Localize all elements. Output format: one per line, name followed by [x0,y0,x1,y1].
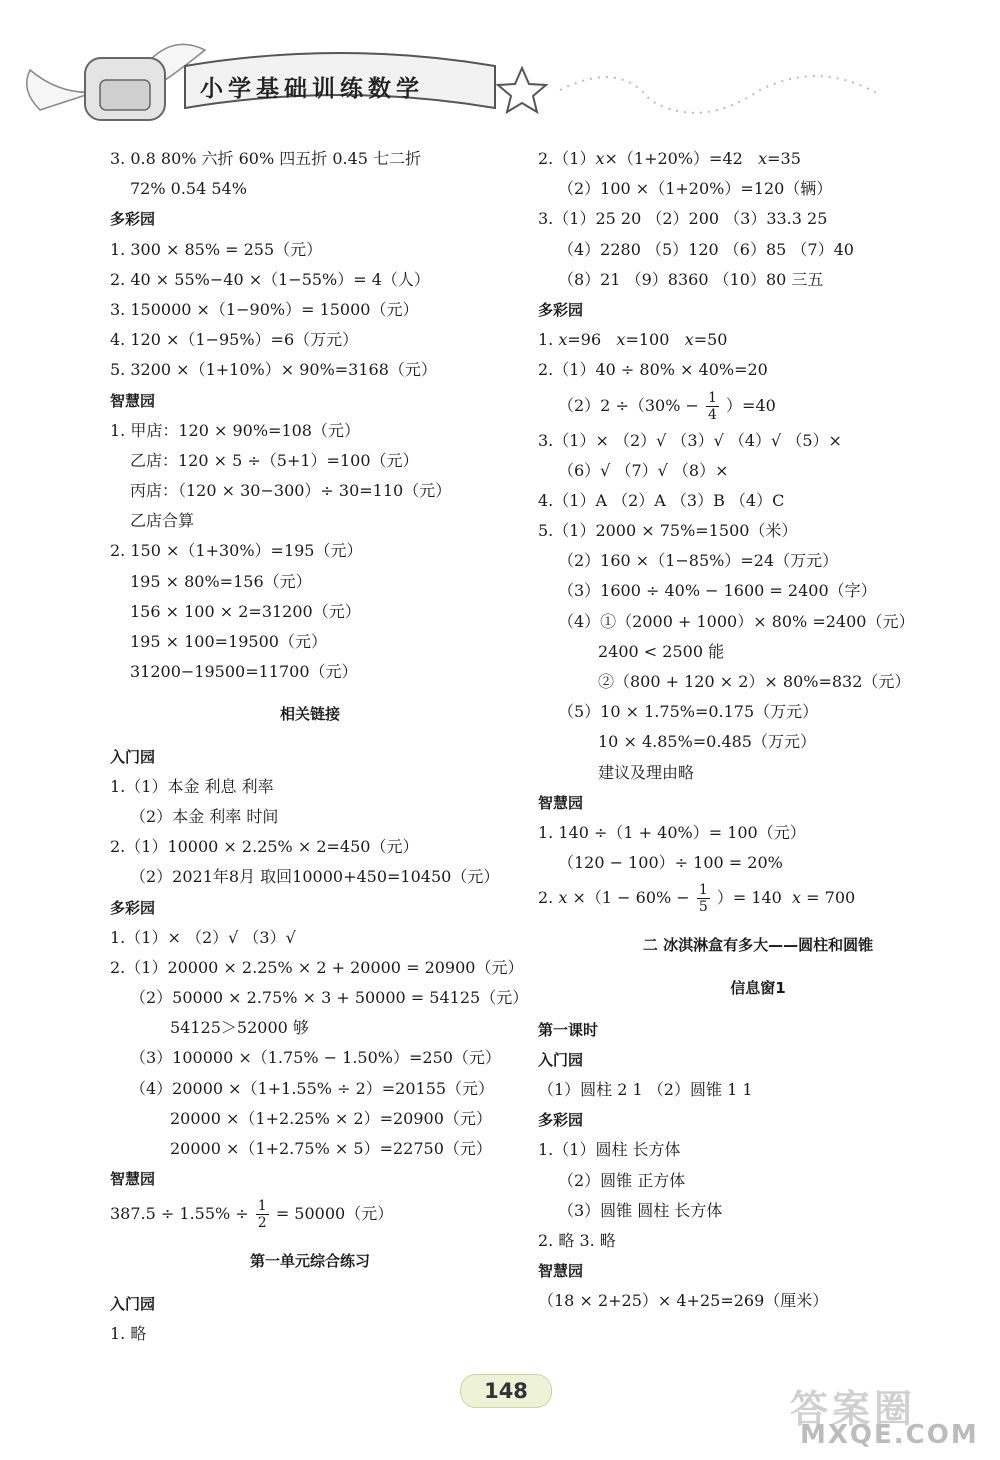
answer-text: ×（1+20%）=42 [604,149,743,168]
fraction-line [110,1194,510,1234]
answer-line: 54125＞52000 够 [170,1018,309,1038]
answer-line: （2）100 ×（1+20%）=120（辆） [558,179,833,199]
left-column [110,144,529,1349]
answer-line: 195 × 80%=156（元） [130,571,312,591]
section-heading: 智慧园 [110,391,156,410]
variable: x [558,330,568,350]
answer-line: （18 × 2+25）× 4+25=269（厘米） [538,1291,829,1311]
answer-line: （4）2280 （5）120 （6）85 （7）40 [558,239,854,259]
answer-line: 2.（1）40 ÷ 80% × 40%=20 [538,360,768,380]
section-heading: 多彩园 [110,898,156,917]
answer-line: 20000 ×（1+2.25% × 2）=20900（元） [170,1108,492,1128]
right-column [538,144,978,1317]
answer-line: 4. 120 ×（1−95%）=6（万元） [110,330,359,350]
answer-text: =100 [625,330,670,350]
section-heading: 入门园 [110,1294,156,1313]
answer-text: = 700 [806,888,856,908]
header-decoration [0,0,1000,140]
answer-line: 1.（1）本金 利息 利率 [110,776,274,796]
answer-text: （2）2 ÷（30% − [558,395,699,415]
answer-line: 156 × 100 × 2=31200（元） [130,601,361,621]
section-heading: 多彩园 [538,1111,584,1130]
answer-line [538,144,978,174]
section-title: 第一单元综合练习 [249,1252,370,1271]
answer-line: （2）50000 × 2.75% × 3 + 50000 = 54125（元） [130,988,529,1008]
fraction-denominator: 4 [708,406,717,423]
fraction [697,882,710,915]
answer-text: 1. [538,330,554,350]
variable: x [558,888,568,908]
fraction [256,1198,269,1231]
answer-line: 4.（1）A （2）A （3）B （4）C [538,490,785,510]
answer-line: 195 × 100=19500（元） [130,632,327,651]
answer-line: 1. 140 ÷（1 + 40%）= 100（元） [538,822,806,842]
answer-line [538,325,978,355]
section-heading: 多彩园 [110,210,156,229]
fraction-numerator: 1 [708,389,717,406]
chapter-title: 二 冰淇淋盒有多大——圆柱和圆锥 [642,936,874,955]
answer-line: （3）1600 ÷ 40% − 1600 = 2400（字） [558,581,877,601]
answer-line: 1. 300 × 85% = 255（元） [110,239,323,259]
fraction-denominator: 2 [257,1215,267,1232]
answer-line: 3. 150000 ×（1−90%）= 15000（元） [110,299,419,319]
section-title: 信息窗1 [730,978,786,997]
lesson-heading: 第一课时 [538,1020,599,1039]
watermark-url: MXQE.COM [800,1420,979,1450]
watermark-logo: 答案圈 [790,1387,917,1431]
variable: x [595,149,605,168]
answer-line: 5. 3200 ×（1+10%）× 90%=3168（元） [110,360,437,380]
answer-line: 3.（1）× （2）√ （3）√ （4）√ （5）× [538,430,842,450]
answer-line: 2.（1）20000 × 2.25% × 2 + 20000 = 20900（元） [110,957,524,977]
answer-line: （3）100000 ×（1.75% − 1.50%）=250（元） [130,1048,501,1068]
answer-text: ）=40 [726,395,776,415]
fraction-line [538,878,978,918]
answer-line: （2）圆锥 正方体 [558,1170,686,1190]
answer-line: 1.（1）× （2）√ （3）√ [110,927,296,947]
section-heading: 入门园 [538,1050,584,1069]
answer-line: （3）圆锥 圆柱 长方体 [558,1200,723,1220]
answer-line: 20000 ×（1+2.75% × 5）=22750（元） [170,1139,492,1158]
answer-line: （8）21 （9）8360 （10）80 三五 [558,269,824,289]
answer-line: （1）圆柱 2 1 （2）圆锥 1 1 [538,1080,753,1100]
answer-line: 2. 40 × 55%−40 ×（1−55%）= 4（人） [110,269,430,289]
answer-line: （4）①（2000 + 1000）× 80% =2400（元） [558,611,915,631]
section-heading: 智慧园 [538,1262,584,1281]
answer-line: （6）√ （7）√ （8）× [558,460,729,480]
variable: x [616,330,626,350]
answer-line: 5.（1）2000 × 75%=1500（米） [538,521,798,541]
answer-line: 1.（1）圆柱 长方体 [538,1140,681,1160]
section-heading: 智慧园 [538,793,584,812]
answer-line: （2）2021年8月 取回10000+450=10450（元） [130,867,500,887]
answer-line: ②（800 + 120 × 2）× 80%=832（元） [598,672,911,691]
answer-line: （4）20000 ×（1+1.55% ÷ 2）=20155（元） [130,1078,495,1098]
answer-text: 2. [538,888,554,908]
answer-text: 387.5 ÷ 1.55% ÷ [110,1204,249,1224]
answer-line: 2. 150 ×（1+30%）=195（元） [110,541,363,561]
answer-line: 2.（1）10000 × 2.25% × 2=450（元） [110,837,419,857]
section-title: 相关链接 [279,705,340,724]
answer-line: 1. 甲店：120 × 90%=108（元） [110,420,360,440]
answer-line: 1. 略 [110,1323,147,1343]
answer-line: 3. 0.8 80% 六折 60% 四五折 0.45 七二折 [110,149,422,168]
answer-text: = 50000（元） [275,1204,394,1224]
answer-line: 72% 0.54 54% [130,179,247,199]
header-title: 小学基础训练数学 [200,76,424,102]
answer-line: （120 − 100）÷ 100 = 20% [558,853,783,873]
page-number: 148 [460,1374,552,1408]
fraction-line [538,386,978,426]
fraction-denominator: 5 [698,899,708,916]
variable: x [684,330,694,350]
answer-line: 3.（1）25 20 （2）200 （3）33.3 25 [538,209,828,229]
answer-line: 乙店合算 [130,511,195,531]
answer-line: （2）本金 利率 时间 [130,806,279,826]
answer-line: （5）10 × 1.75%=0.175（万元） [558,702,819,722]
answer-text: =50 [693,330,728,350]
answer-text: ）= 140 [716,888,782,908]
page-header [0,0,1000,140]
fraction [706,390,719,423]
answer-line: （2）160 ×（1−85%）=24（万元） [558,551,839,571]
section-heading: 入门园 [110,747,156,766]
answer-text: ×（1 − 60% − [572,888,690,908]
variable: x [758,149,768,168]
answer-line: 2. 略 3. 略 [538,1231,616,1250]
answer-line: 丙店：（120 × 30−300）÷ 30=110（元） [130,481,452,501]
variable: x [792,888,802,908]
answer-line: 建议及理由略 [598,762,695,782]
answer-line: 10 × 4.85%=0.485（万元） [598,732,816,752]
answer-text: =35 [767,149,801,168]
answer-line: 乙店：120 × 5 ÷（5+1）=100（元） [130,450,419,470]
fraction-numerator: 1 [698,882,708,899]
fraction-numerator: 1 [257,1198,267,1215]
answer-text: =96 [567,330,602,350]
answer-line: 2400 < 2500 能 [598,641,725,661]
answer-line: 31200−19500=11700（元） [130,662,358,682]
section-heading: 智慧园 [110,1170,156,1189]
section-heading: 多彩园 [538,300,584,319]
answer-text: 2.（1） [538,149,596,168]
